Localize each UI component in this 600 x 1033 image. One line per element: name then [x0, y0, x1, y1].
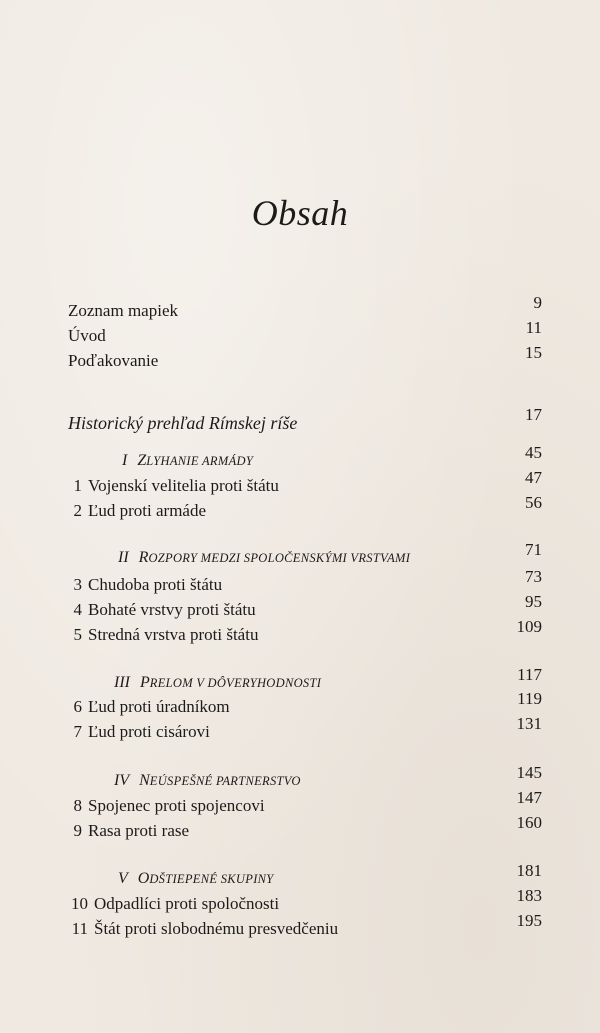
- toc-chapter-6: [68, 689, 542, 720]
- toc-chapter-2: [68, 493, 542, 524]
- toc-entry-label: 1 Vojenskí velitelia proti štátu: [73, 476, 279, 495]
- toc-part-4: [68, 763, 542, 794]
- toc-entry-label: Úvod: [68, 326, 106, 345]
- toc-part-title: IV NEÚSPEŠNÉ PARTNERSTVO: [114, 772, 301, 789]
- toc-entry-page: 109: [516, 617, 542, 636]
- toc-entry-label: 7 Ľud proti cisárovi: [73, 722, 210, 741]
- toc-entry-label: 6 Ľud proti úradníkom: [73, 697, 230, 716]
- toc-entry-page: 183: [516, 886, 542, 905]
- toc-chapter-5: [68, 617, 542, 648]
- toc-part-title: III PRELOM V DÔVERYHODNOSTI: [114, 674, 322, 691]
- toc-chapter-9: [68, 813, 542, 844]
- toc-chapter-7: [68, 714, 542, 745]
- toc-part-title: I ZLYHANIE ARMÁDY: [122, 452, 254, 469]
- toc-entry-label: 8 Spojenec proti spojencovi: [73, 796, 265, 815]
- page-title: Obsah: [251, 193, 349, 233]
- toc-entry-label: 5 Stredná vrstva proti štátu: [73, 625, 259, 644]
- toc-chapter-3: [68, 567, 542, 598]
- toc-entry-page: 181: [516, 861, 542, 880]
- toc-entry-page: 47: [525, 468, 542, 487]
- toc-entry-overview: [68, 405, 542, 436]
- toc-entry-maps: [68, 293, 542, 324]
- toc-entry-page: 45: [525, 443, 542, 462]
- toc-part-2: [68, 540, 542, 571]
- toc-entry-page: 95: [525, 592, 542, 611]
- toc-entry-label: Poďakovanie: [68, 351, 159, 370]
- toc-entry-page: 9: [533, 293, 542, 312]
- toc-entry-acknowledgements: [68, 343, 542, 374]
- toc-part-3: [68, 665, 542, 696]
- toc-entry-page: 160: [516, 813, 542, 832]
- toc-chapter-4: [68, 592, 542, 623]
- toc-entry-label: 11 Štát proti slobodnému presvedčeniu: [71, 919, 339, 938]
- toc-entry-page: 56: [525, 493, 542, 512]
- toc-entry-label: 4 Bohaté vrstvy proti štátu: [73, 600, 256, 619]
- toc-entry-page: 131: [516, 714, 542, 733]
- toc-part-5: [68, 861, 542, 892]
- toc-entry-label: 9 Rasa proti rase: [73, 821, 190, 840]
- toc-entry-label: 3 Chudoba proti štátu: [73, 575, 223, 594]
- toc-entry-page: 195: [516, 911, 542, 930]
- toc-entry-label: 10 Odpadlíci proti spoločnosti: [71, 894, 280, 913]
- toc-entry-intro: [68, 318, 542, 349]
- toc-entry-page: 117: [517, 665, 542, 684]
- toc-chapter-11: [68, 911, 542, 942]
- toc-entry-page: 15: [525, 343, 542, 362]
- toc-entry-label: Historický prehľad Rímskej ríše: [68, 413, 298, 433]
- toc-entry-page: 147: [516, 788, 542, 807]
- toc-chapter-10: [68, 886, 542, 917]
- toc-part-title: V ODŠTIEPENÉ SKUPINY: [118, 870, 274, 887]
- toc-entry-label: Zoznam mapiek: [68, 301, 178, 320]
- toc-part-1: [68, 443, 542, 474]
- toc-chapter-1: [68, 468, 542, 499]
- toc-entry-page: 73: [525, 567, 542, 586]
- toc-entry-page: 11: [525, 318, 542, 337]
- toc-entry-page: 17: [525, 405, 542, 424]
- toc-entry-label: 2 Ľud proti armáde: [73, 501, 207, 520]
- toc-chapter-8: [68, 788, 542, 819]
- toc-part-title: II ROZPORY MEDZI SPOLOČENSKÝMI VRSTVAMI: [118, 549, 411, 566]
- toc-entry-page: 71: [525, 540, 542, 559]
- toc-entry-page: 145: [516, 763, 542, 782]
- toc-entry-page: 119: [517, 689, 542, 708]
